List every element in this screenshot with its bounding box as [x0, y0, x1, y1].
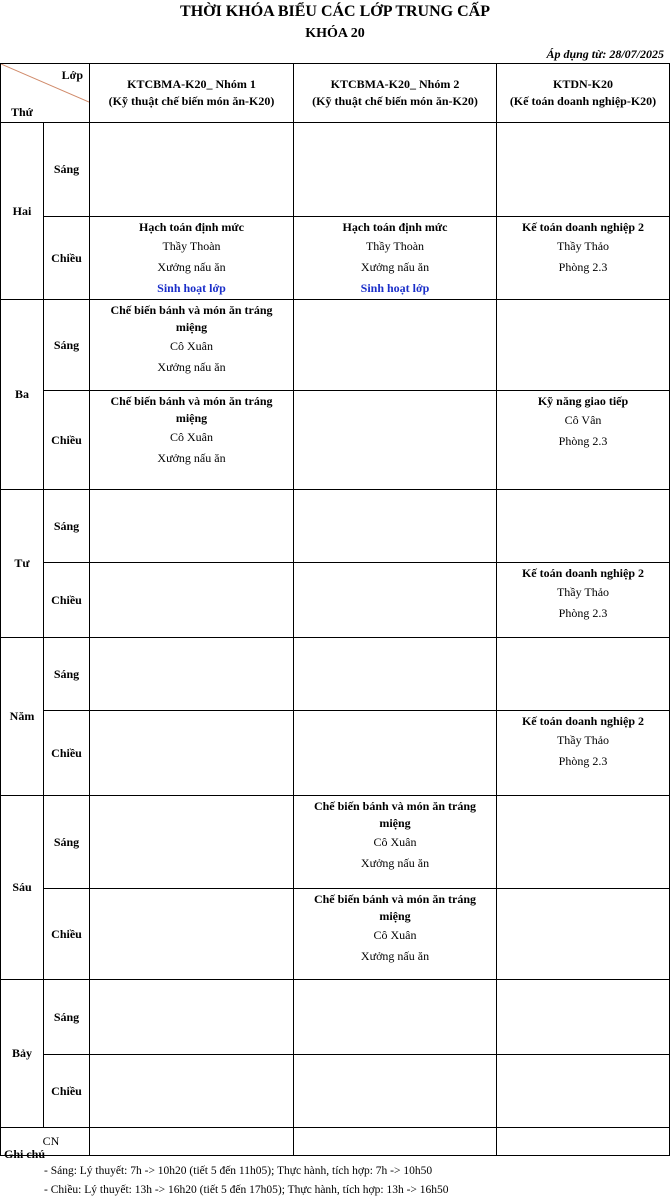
schedule-entry — [294, 796, 497, 889]
class-name: (Kỹ thuật chế biến món ăn-K20) — [312, 94, 478, 108]
empty-slot — [294, 980, 497, 1055]
class-name: (Kỹ thuật chế biến món ăn-K20) — [108, 94, 275, 108]
room-name: Phòng 2.3 — [558, 260, 608, 274]
empty-slot — [294, 638, 497, 711]
empty-slot — [497, 1055, 670, 1128]
room-name: Xưởng nấu ăn — [157, 360, 226, 374]
day-label: Bảy — [1, 980, 44, 1128]
session-label: Sáng — [44, 123, 90, 217]
empty-slot — [497, 123, 670, 217]
schedule-entry — [294, 889, 497, 980]
day-axis-label: Thứ — [11, 105, 33, 119]
teacher-name: Thầy Thảo — [556, 585, 610, 599]
subject-name: Chế biến bánh và món ăn tráng miệng — [110, 303, 273, 334]
empty-slot — [90, 796, 294, 889]
schedule-row — [1, 796, 670, 889]
teacher-name: Cô Xuân — [373, 835, 417, 849]
room-name: Xưởng nấu ăn — [157, 260, 226, 274]
schedule-entry — [294, 217, 497, 300]
day-label: Ba — [1, 300, 44, 490]
session-label: Chiều — [44, 1055, 90, 1128]
empty-slot — [90, 490, 294, 563]
empty-slot — [294, 711, 497, 796]
session-label: Sáng — [44, 796, 90, 889]
subject-name: Chế biến bánh và món ăn tráng miệng — [110, 394, 273, 425]
session-label: Chiều — [44, 217, 90, 300]
teacher-name: Cô Xuân — [373, 928, 417, 942]
room-name: Phòng 2.3 — [558, 606, 608, 620]
teacher-name: Cô Vân — [564, 413, 602, 427]
entry-content — [294, 796, 496, 888]
class-header-2 — [294, 64, 497, 123]
schedule-entry — [90, 391, 294, 490]
subject-name: Hạch toán định mức — [139, 220, 244, 234]
session-label: Sáng — [44, 490, 90, 563]
class-header-1 — [90, 64, 294, 123]
empty-slot — [294, 1128, 497, 1156]
room-name: Xưởng nấu ăn — [157, 451, 226, 465]
schedule-entry — [497, 563, 670, 638]
teacher-name: Thầy Thoàn — [365, 239, 425, 253]
day-label: CN — [1, 1128, 90, 1156]
class-name: (Kế toán doanh nghiệp-K20) — [509, 94, 657, 108]
subject-name: Kế toán doanh nghiệp 2 — [521, 714, 645, 728]
schedule-row — [1, 217, 670, 300]
room-name: Xưởng nấu ăn — [360, 856, 430, 870]
day-label: Hai — [1, 123, 44, 300]
entry-content — [294, 217, 496, 299]
subject-name: Hạch toán định mức — [342, 220, 448, 234]
corner-cell — [1, 64, 90, 123]
empty-slot — [497, 889, 670, 980]
empty-slot — [497, 796, 670, 889]
empty-slot — [497, 300, 670, 391]
class-axis-label: Lớp — [61, 68, 83, 82]
activity-label: Sinh hoạt lớp — [157, 281, 226, 295]
empty-slot — [294, 123, 497, 217]
subject-name: Chế biến bánh và món ăn tráng miệng — [313, 799, 477, 830]
empty-slot — [294, 391, 497, 490]
schedule-row — [1, 123, 670, 217]
schedule-row — [1, 563, 670, 638]
schedule-entry — [497, 217, 670, 300]
subject-name: Chế biến bánh và món ăn tráng miệng — [313, 892, 477, 923]
note-afternoon: - Chiều: Lý thuyết: 13h -> 16h20 (tiết 5 đến 17h05); Thực hành, tích hợp: 13h -> 16h50 — [44, 1184, 449, 1196]
teacher-name: Cô Xuân — [170, 430, 213, 444]
empty-slot — [90, 1128, 294, 1156]
subject-name: Kế toán doanh nghiệp 2 — [521, 220, 645, 234]
day-label: Sáu — [1, 796, 44, 980]
schedule-entry — [497, 711, 670, 796]
empty-slot — [497, 490, 670, 563]
schedule-entry — [497, 391, 670, 490]
empty-slot — [497, 638, 670, 711]
room-name: Xưởng nấu ăn — [360, 949, 430, 963]
day-label: Tư — [1, 490, 44, 638]
empty-slot — [497, 1128, 670, 1156]
entry-content — [497, 563, 669, 637]
entry-content — [497, 391, 669, 489]
empty-slot — [90, 889, 294, 980]
schedule-row — [1, 490, 670, 563]
session-label: Chiều — [44, 889, 90, 980]
activity-label: Sinh hoạt lớp — [360, 281, 430, 295]
teacher-name: Thầy Thảo — [556, 733, 610, 747]
empty-slot — [90, 123, 294, 217]
schedule-entry — [90, 300, 294, 391]
session-label: Sáng — [44, 300, 90, 391]
empty-slot — [294, 300, 497, 391]
schedule-row — [1, 711, 670, 796]
class-header-3 — [497, 64, 670, 123]
entry-content — [90, 300, 293, 390]
class-code: KTDN-K20 — [553, 77, 613, 91]
schedule-title: THỜI KHÓA BIỂU CÁC LỚP TRUNG CẤP — [180, 3, 490, 20]
class-code: KTCBMA-K20_ Nhóm 1 — [127, 77, 256, 91]
room-name: Xưởng nấu ăn — [360, 260, 430, 274]
schedule-row — [1, 980, 670, 1055]
entry-content — [294, 889, 496, 979]
subject-name: Kỹ năng giao tiếp — [537, 394, 629, 408]
session-label: Chiều — [44, 391, 90, 490]
session-label: Chiều — [44, 711, 90, 796]
empty-slot — [90, 563, 294, 638]
notes-title: Ghi chú — [4, 1147, 46, 1161]
teacher-name: Thầy Thoàn — [162, 239, 221, 253]
header-row — [1, 64, 670, 123]
empty-slot — [90, 980, 294, 1055]
empty-slot — [90, 711, 294, 796]
teacher-name: Thầy Thảo — [556, 239, 610, 253]
schedule-entry — [90, 217, 294, 300]
empty-slot — [294, 490, 497, 563]
schedule-subtitle: KHÓA 20 — [305, 26, 365, 41]
empty-slot — [90, 1055, 294, 1128]
timetable — [0, 63, 670, 1156]
note-morning: - Sáng: Lý thuyết: 7h -> 10h20 (tiết 5 đến 11h05); Thực hành, tích hợp: 7h -> 10h50 — [44, 1165, 433, 1177]
schedule-row — [1, 889, 670, 980]
schedule-row — [1, 391, 670, 490]
session-label: Chiều — [44, 563, 90, 638]
session-label: Sáng — [44, 638, 90, 711]
entry-content — [90, 391, 293, 489]
empty-slot — [294, 1055, 497, 1128]
entry-content — [497, 217, 669, 299]
empty-slot — [90, 638, 294, 711]
schedule-row — [1, 300, 670, 391]
empty-slot — [497, 980, 670, 1055]
schedule-row — [1, 638, 670, 711]
day-label: Năm — [1, 638, 44, 796]
entry-content — [90, 217, 293, 299]
class-code: KTCBMA-K20_ Nhóm 2 — [330, 77, 460, 91]
room-name: Phòng 2.3 — [558, 754, 608, 768]
session-label: Sáng — [44, 980, 90, 1055]
entry-content — [497, 711, 669, 795]
schedule-row — [1, 1128, 670, 1156]
teacher-name: Cô Xuân — [170, 339, 213, 353]
schedule-row — [1, 1055, 670, 1128]
subject-name: Kế toán doanh nghiệp 2 — [521, 566, 645, 580]
room-name: Phòng 2.3 — [558, 434, 608, 448]
empty-slot — [294, 563, 497, 638]
applied-date: Áp dụng từ: 28/07/2025 — [546, 47, 664, 61]
